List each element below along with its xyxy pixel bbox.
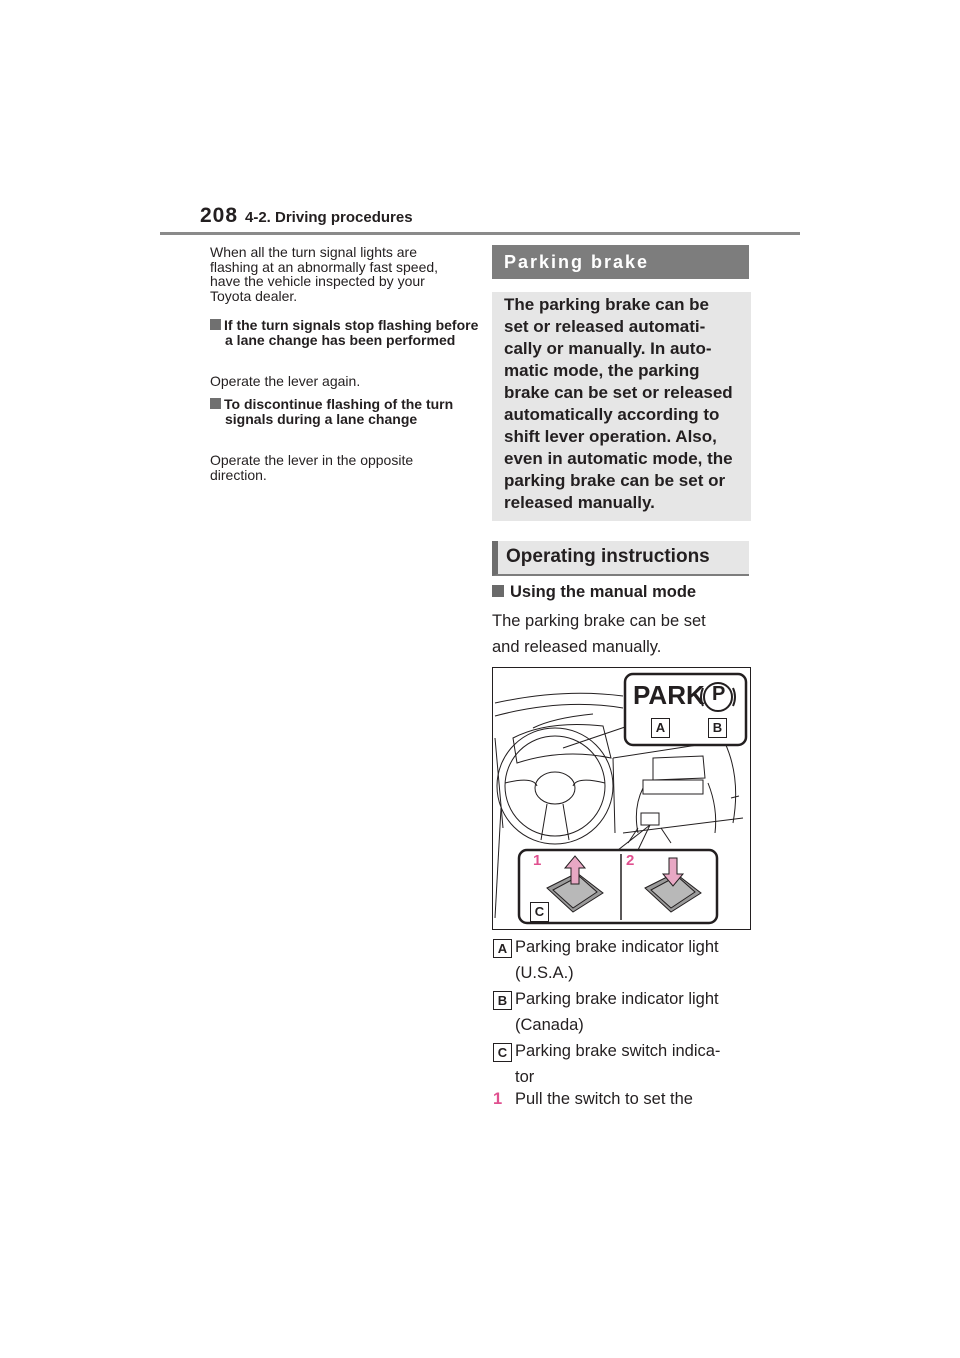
manual-mode-text bbox=[492, 608, 752, 660]
figure-step-1: 1 bbox=[533, 852, 542, 869]
legend-key-b: B bbox=[493, 991, 512, 1010]
legend-line: (U.S.A.) bbox=[515, 964, 574, 982]
parking-brake-heading: Parking brake bbox=[492, 245, 749, 279]
figure-step-2: 2 bbox=[626, 852, 635, 869]
summary-line: released manually. bbox=[504, 493, 655, 512]
page-number: 208 bbox=[200, 204, 239, 227]
manual-mode-heading-text: Using the manual mode bbox=[510, 583, 697, 601]
summary-line: automatically according to bbox=[504, 405, 720, 424]
manual-mode-line: The parking brake can be set bbox=[492, 612, 706, 630]
summary-line: matic mode, the parking bbox=[504, 361, 700, 380]
manual-mode-heading bbox=[492, 582, 696, 602]
step-1-text: Pull the switch to set the bbox=[515, 1090, 693, 1108]
p-symbol-letter: P bbox=[712, 683, 726, 705]
discontinue-text: Operate the lever in the opposite direction. bbox=[210, 452, 414, 483]
legend-line: (Canada) bbox=[515, 1016, 584, 1034]
manual-mode-line: and released manually. bbox=[492, 638, 662, 656]
summary-line: parking brake can be set or bbox=[504, 471, 726, 490]
summary-box bbox=[492, 292, 751, 521]
legend-text-b bbox=[515, 986, 719, 1038]
legend-text-a bbox=[515, 934, 719, 986]
header-rule bbox=[160, 232, 800, 235]
summary-line: set or released automati- bbox=[504, 317, 706, 336]
subheading-stop-flashing bbox=[210, 318, 483, 347]
stop-flashing-text: Operate the lever again. bbox=[210, 373, 361, 389]
legend-text-c bbox=[515, 1038, 720, 1090]
dashboard-drawing bbox=[493, 668, 750, 929]
square-bullet-icon bbox=[210, 398, 221, 409]
legend-line: Parking brake indicator light bbox=[515, 938, 719, 956]
legend-key-c: C bbox=[493, 1043, 512, 1062]
summary-line: The parking brake can be bbox=[504, 295, 710, 314]
park-text: PARK bbox=[633, 680, 705, 710]
callout-label-a: A bbox=[651, 718, 670, 738]
summary-line: brake can be set or released bbox=[504, 383, 733, 402]
callout-label-b: B bbox=[708, 718, 727, 738]
subheading-discontinue-text: To discontinue flashing of the turn signals during a lane change bbox=[224, 396, 454, 427]
operating-instructions-heading: Operating instructions bbox=[492, 541, 749, 576]
legend-line: Parking brake switch indica- bbox=[515, 1042, 721, 1060]
subheading-stop-flashing-text: If the turn signals stop flashing before a lane change has been performed bbox=[224, 317, 479, 348]
summary-line: even in automatic mode, the bbox=[504, 449, 733, 468]
step-1-number: 1 bbox=[493, 1090, 503, 1108]
summary-line: cally or manually. In auto- bbox=[504, 339, 712, 358]
square-bullet-icon bbox=[492, 585, 504, 597]
section-title: 4-2. Driving procedures bbox=[245, 209, 413, 226]
intro-paragraph: When all the turn signal lights are flashing at an abnormally fast speed, have the vehicle inspected by your Toyota dealer. bbox=[210, 244, 439, 304]
legend-line: tor bbox=[515, 1068, 535, 1086]
legend-key-a: A bbox=[493, 939, 512, 958]
summary-line: shift lever operation. Also, bbox=[504, 427, 717, 446]
parking-brake-illustration bbox=[492, 667, 751, 930]
subheading-discontinue bbox=[210, 397, 483, 426]
callout-label-c: C bbox=[530, 902, 549, 922]
legend-line: Parking brake indicator light bbox=[515, 990, 719, 1008]
square-bullet-icon bbox=[210, 319, 221, 330]
